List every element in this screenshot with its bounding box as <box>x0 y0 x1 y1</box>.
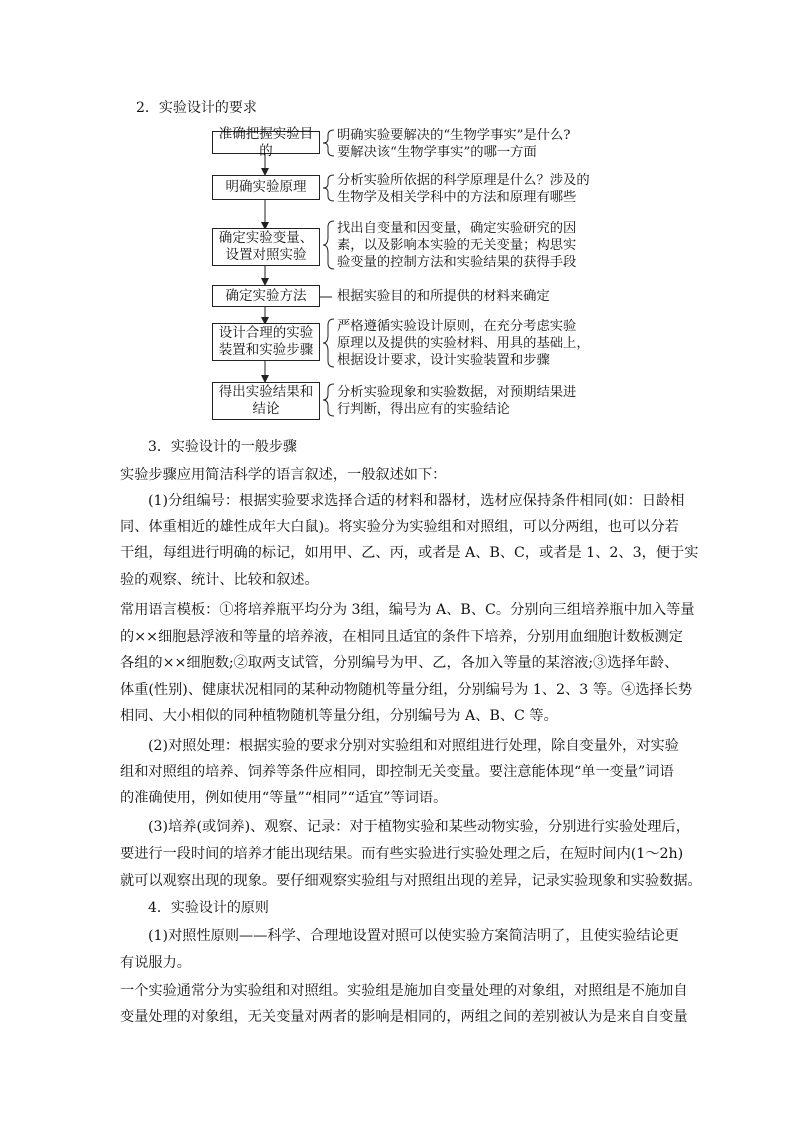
flow-desc-conclusion <box>337 384 576 418</box>
flow-desc-line: 素，以及影响本实验的无关变量；构思实 <box>337 238 577 253</box>
para-line: 同、体重相近的雄性成年大白鼠)。将实验分为实验组和对照组，可以分两组，也可以分若 <box>120 519 679 535</box>
flow-desc-line: 明确实验要解决的“生物学事实”是什么? <box>337 128 571 143</box>
section-2-title: 2．实验设计的要求 <box>136 100 257 116</box>
flow-box-label: 设计合理的实验 <box>218 325 314 341</box>
flow-box-label: 装置和实验步骤 <box>218 342 314 358</box>
flow-box-label: 明确实验原理 <box>225 179 307 195</box>
para-line: 相同、大小相似的同种植物随机等量分组，分别编号为 A、B、C 等。 <box>120 708 558 724</box>
flow-desc-purpose <box>337 127 570 161</box>
flow-box-label: 设置对照实验 <box>225 247 307 263</box>
para-line: 干组，每组进行明确的标记，如用甲、乙、丙，或者是 A、B、C，或者是 1、2、3，便于实 <box>120 545 699 561</box>
flow-desc-line: 根据实验目的和所提供的材料来确定 <box>337 289 550 304</box>
section-3-intro: 实验步骤应用简洁科学的语言叙述，一般叙述如下： <box>120 467 447 483</box>
flow-desc-method <box>337 288 550 305</box>
flow-desc-line: 分析实验所依据的科学原理是什么？涉及的 <box>337 173 590 188</box>
para-line: 的××细胞悬浮液和等量的培养液，在相同且适宜的条件下培养，分别用血细胞计数板测定 <box>120 629 683 645</box>
para-line: 一个实验通常分为实验组和对照组。实验组是施加自变量处理的对象组，对照组是不施加自 <box>120 983 688 999</box>
flow-box-purpose <box>212 125 320 159</box>
para-line: 体重(性别)、健康状况相同的某种动物随机等量分组，分别编号为 1、2、3 等。④选择长势 <box>120 682 693 698</box>
para-line: (1)对照性原则——科学、合理地设置对照可以使实验方案简洁明了，且使实验结论更 <box>148 928 679 944</box>
flow-box-label: 确定实验变量、 <box>218 230 314 246</box>
flow-desc-line: 验变量的控制方法和实验结果的获得手段 <box>337 255 577 270</box>
para-line: 的准确使用，例如使用“等量”“相同”“适宜”等词语。 <box>120 790 448 806</box>
flow-box-principle <box>212 175 320 200</box>
section-3-title: 3．实验设计的一般步骤 <box>148 439 297 455</box>
para-line: 有说服力。 <box>120 955 191 971</box>
flow-box-variables <box>212 228 320 266</box>
para-line: 组和对照组的培养、饲养等条件应相同，即控制无关变量。要注意能体现“单一变量”词语 <box>120 764 674 780</box>
flow-desc-line: 行判断，得出应有的实验结论 <box>337 402 510 417</box>
para-line: (1)分组编号：根据实验要求选择合适的材料和器材，选材应保持条件相同(如：日龄相 <box>148 493 685 509</box>
flow-desc-line: 要解决该“生物学事实”的哪一方面 <box>337 145 537 160</box>
section-4-title: 4．实验设计的原则 <box>148 900 269 916</box>
flow-desc-line: 生物学及相关学科中的方法和原理有哪些 <box>337 190 577 205</box>
para-line: 要进行一段时间的培养才能出现结果。而有些实验进行实验处理之后，在短时间内(1～2h) <box>120 846 684 862</box>
flow-desc-line: 根据设计要求，设计实验装置和步骤 <box>337 353 550 368</box>
para-line: 变量处理的对象组，无关变量对两者的影响是相同的，两组之间的差别被认为是来自自变量 <box>120 1009 688 1025</box>
flow-box-label: 准确把握实验目的 <box>218 125 314 159</box>
flow-desc-variables <box>337 220 576 271</box>
flow-desc-line: 分析实验现象和实验数据，对预期结果进 <box>337 385 577 400</box>
flow-desc-line: 找出自变量和因变量，确定实验研究的因 <box>337 221 577 236</box>
flow-box-label: 确定实验方法 <box>225 287 307 304</box>
flow-box-conclusion <box>212 382 320 420</box>
flow-box-label: 得出实验结果和 <box>218 384 314 400</box>
flow-desc-principle <box>337 172 590 206</box>
flow-desc-design <box>337 318 590 369</box>
flow-box-label: 结论 <box>252 401 280 417</box>
flow-box-design <box>212 323 320 361</box>
para-line: (3)培养(或饲养)、观察、记录：对于植物实验和某些动物实验，分别进行实验处理后， <box>148 819 690 835</box>
para-line: 各组的××细胞数;②取两支试管，分别编号为甲、乙，各加入等量的某溶液;③选择年龄、 <box>120 655 679 671</box>
para-line: (2)对照处理：根据实验的要求分别对实验组和对照组进行处理，除自变量外，对实验 <box>148 738 679 754</box>
para-line: 验的观察、统计、比较和叙述。 <box>120 572 319 588</box>
para-line: 就可以观察出现的现象。要仔细观察实验组与对照组出现的差异，记录实验现象和实验数据。 <box>120 873 702 889</box>
flow-desc-line: 严格遵循实验设计原则，在充分考虑实验 <box>337 319 577 334</box>
para-line: 常用语言模板：①将培养瓶平均分为 3组，编号为 A、B、C。分别向三组培养瓶中加入等量 <box>120 602 695 618</box>
flow-desc-line: 原理以及提供的实验材料、用具的基础上， <box>337 336 590 351</box>
flow-box-method <box>212 285 320 307</box>
